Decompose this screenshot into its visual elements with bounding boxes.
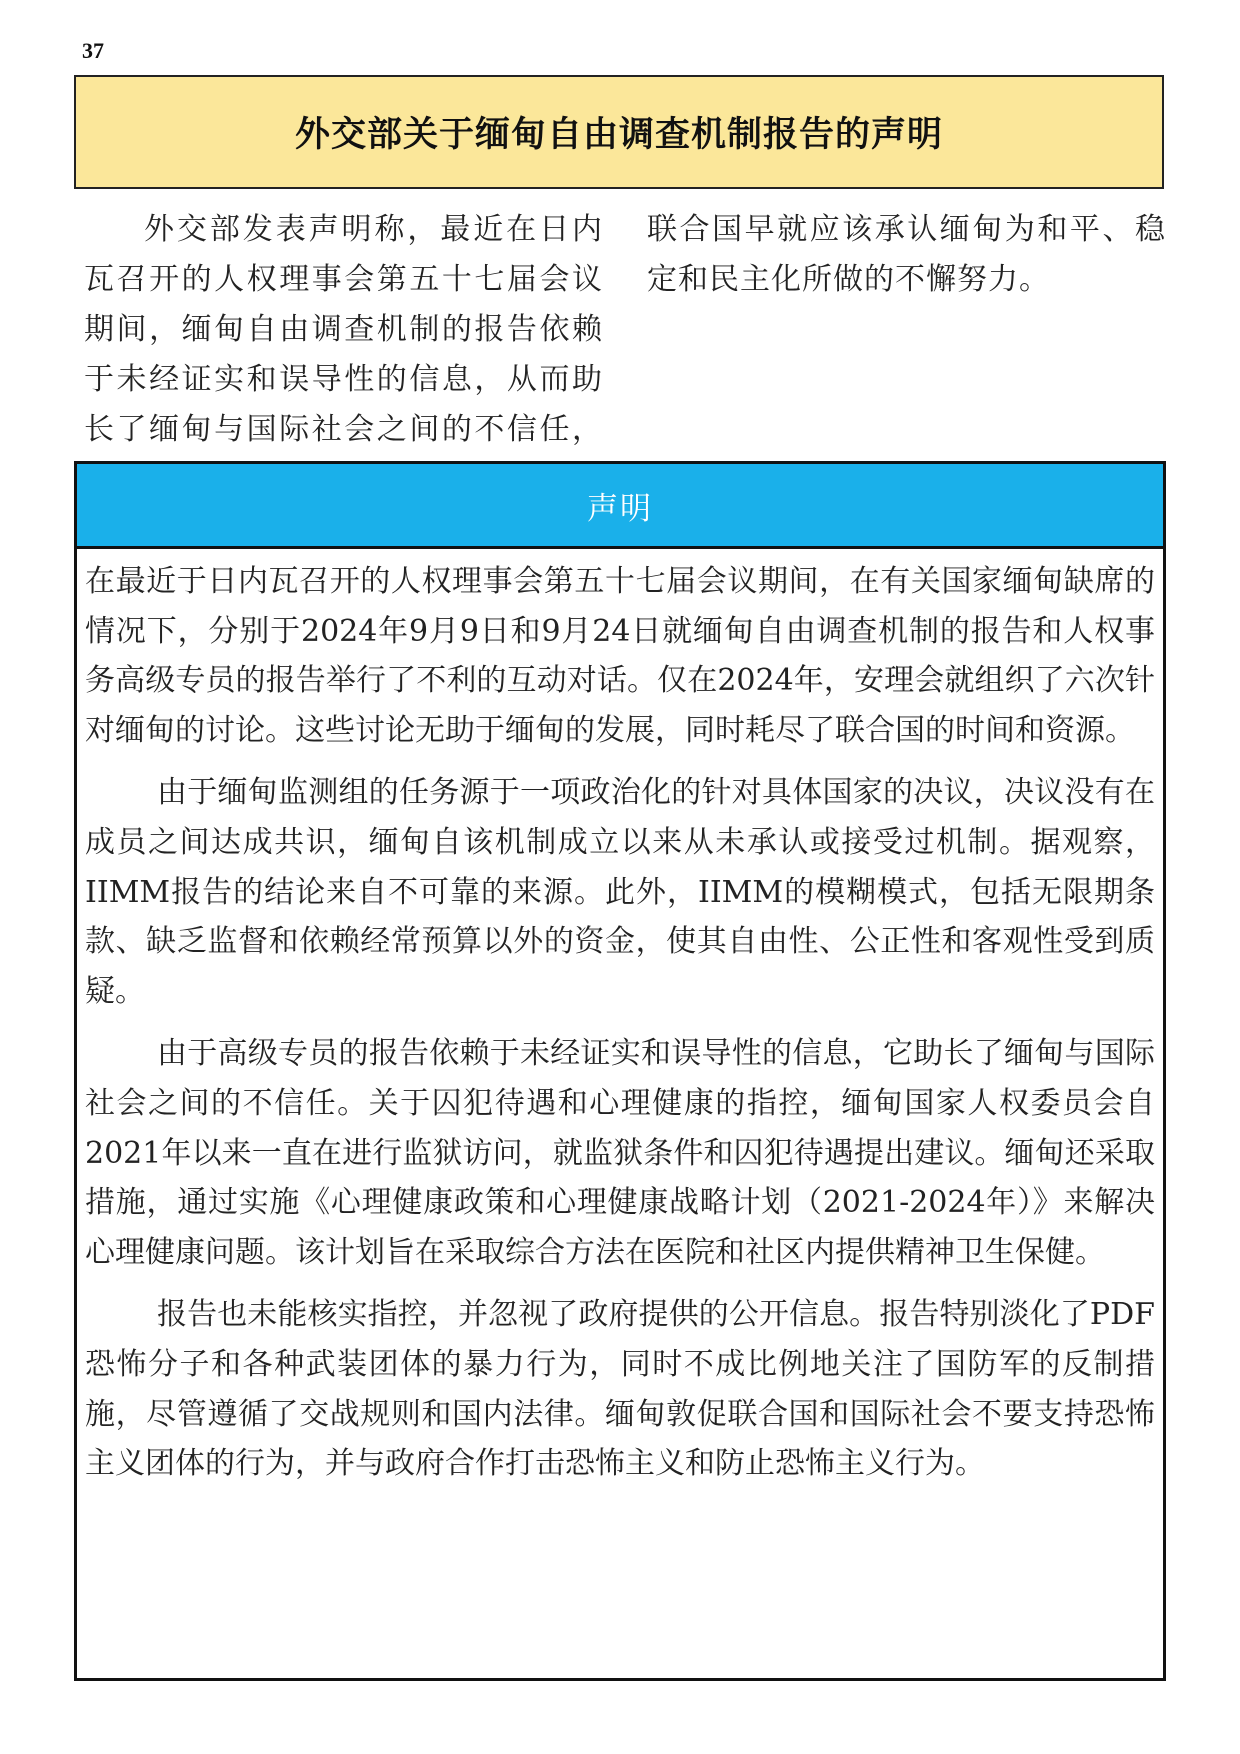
statement-header <box>77 464 1163 549</box>
statement-body <box>77 549 1163 1489</box>
intro-paragraph: 外交部发表声明称，最近在日内瓦召开的人权理事会第五十七届会议期间，缅甸自由调查机制的报告依赖于未经证实和误导性的信息，从而助长了缅甸与国际社会之间的不信任，联合国早就应该承认缅甸为和平、稳定和民主化所做的不懈努力。 <box>84 212 1166 447</box>
statement-header-label: 声明 <box>587 490 653 527</box>
statement-paragraph: 由于高级专员的报告依赖于未经证实和误导性的信息，它助长了缅甸与国际社会之间的不信任。关于囚犯待遇和心理健康的指控，缅甸国家人权委员会自2021年以来一直在进行监狱访问，就监狱条件和囚犯待遇提出建议。缅甸还采取措施，通过实施《心理健康政策和心理健康战略计划（2021-2024年）》来解决心理健康问题。该计划旨在采取综合方法在医院和社区内提供精神卫生保健。 <box>85 1036 1155 1270</box>
statement-paragraph: 在最近于日内瓦召开的人权理事会第五十七届会议期间，在有关国家缅甸缺席的情况下，分别于2024年9月9日和9月24日就缅甸自由调查机制的报告和人权事务高级专员的报告举行了不利的互动对话。仅在2024年，安理会就组织了六次针对缅甸的讨论。这些讨论无助于缅甸的发展，同时耗尽了联合国的时间和资源。 <box>85 564 1155 748</box>
intro-section <box>84 205 1166 455</box>
statement-paragraph: 由于缅甸监测组的任务源于一项政治化的针对具体国家的决议，决议没有在成员之间达成共识，缅甸自该机制成立以来从未承认或接受过机制。据观察，IIMM报告的结论来自不可靠的来源。此外，IIMM的模糊模式，包括无限期条款、缺乏监督和依赖经常预算以外的资金，使其自由性、公正性和客观性受到质疑。 <box>85 775 1155 1009</box>
statement-paragraph: 报告也未能核实指控，并忽视了政府提供的公开信息。报告特别淡化了PDF恐怖分子和各种武装团体的暴力行为，同时不成比例地关注了国防军的反制措施，尽管遵循了交战规则和国内法律。缅甸敦促联合国和国际社会不要支持恐怖主义团体的行为，并与政府合作打击恐怖主义和防止恐怖主义行为。 <box>85 1297 1155 1482</box>
title-banner <box>74 75 1164 189</box>
page-title: 外交部关于缅甸自由调查机制报告的声明 <box>294 115 943 155</box>
page-number: 37 <box>82 38 104 63</box>
statement-box <box>74 461 1166 1681</box>
